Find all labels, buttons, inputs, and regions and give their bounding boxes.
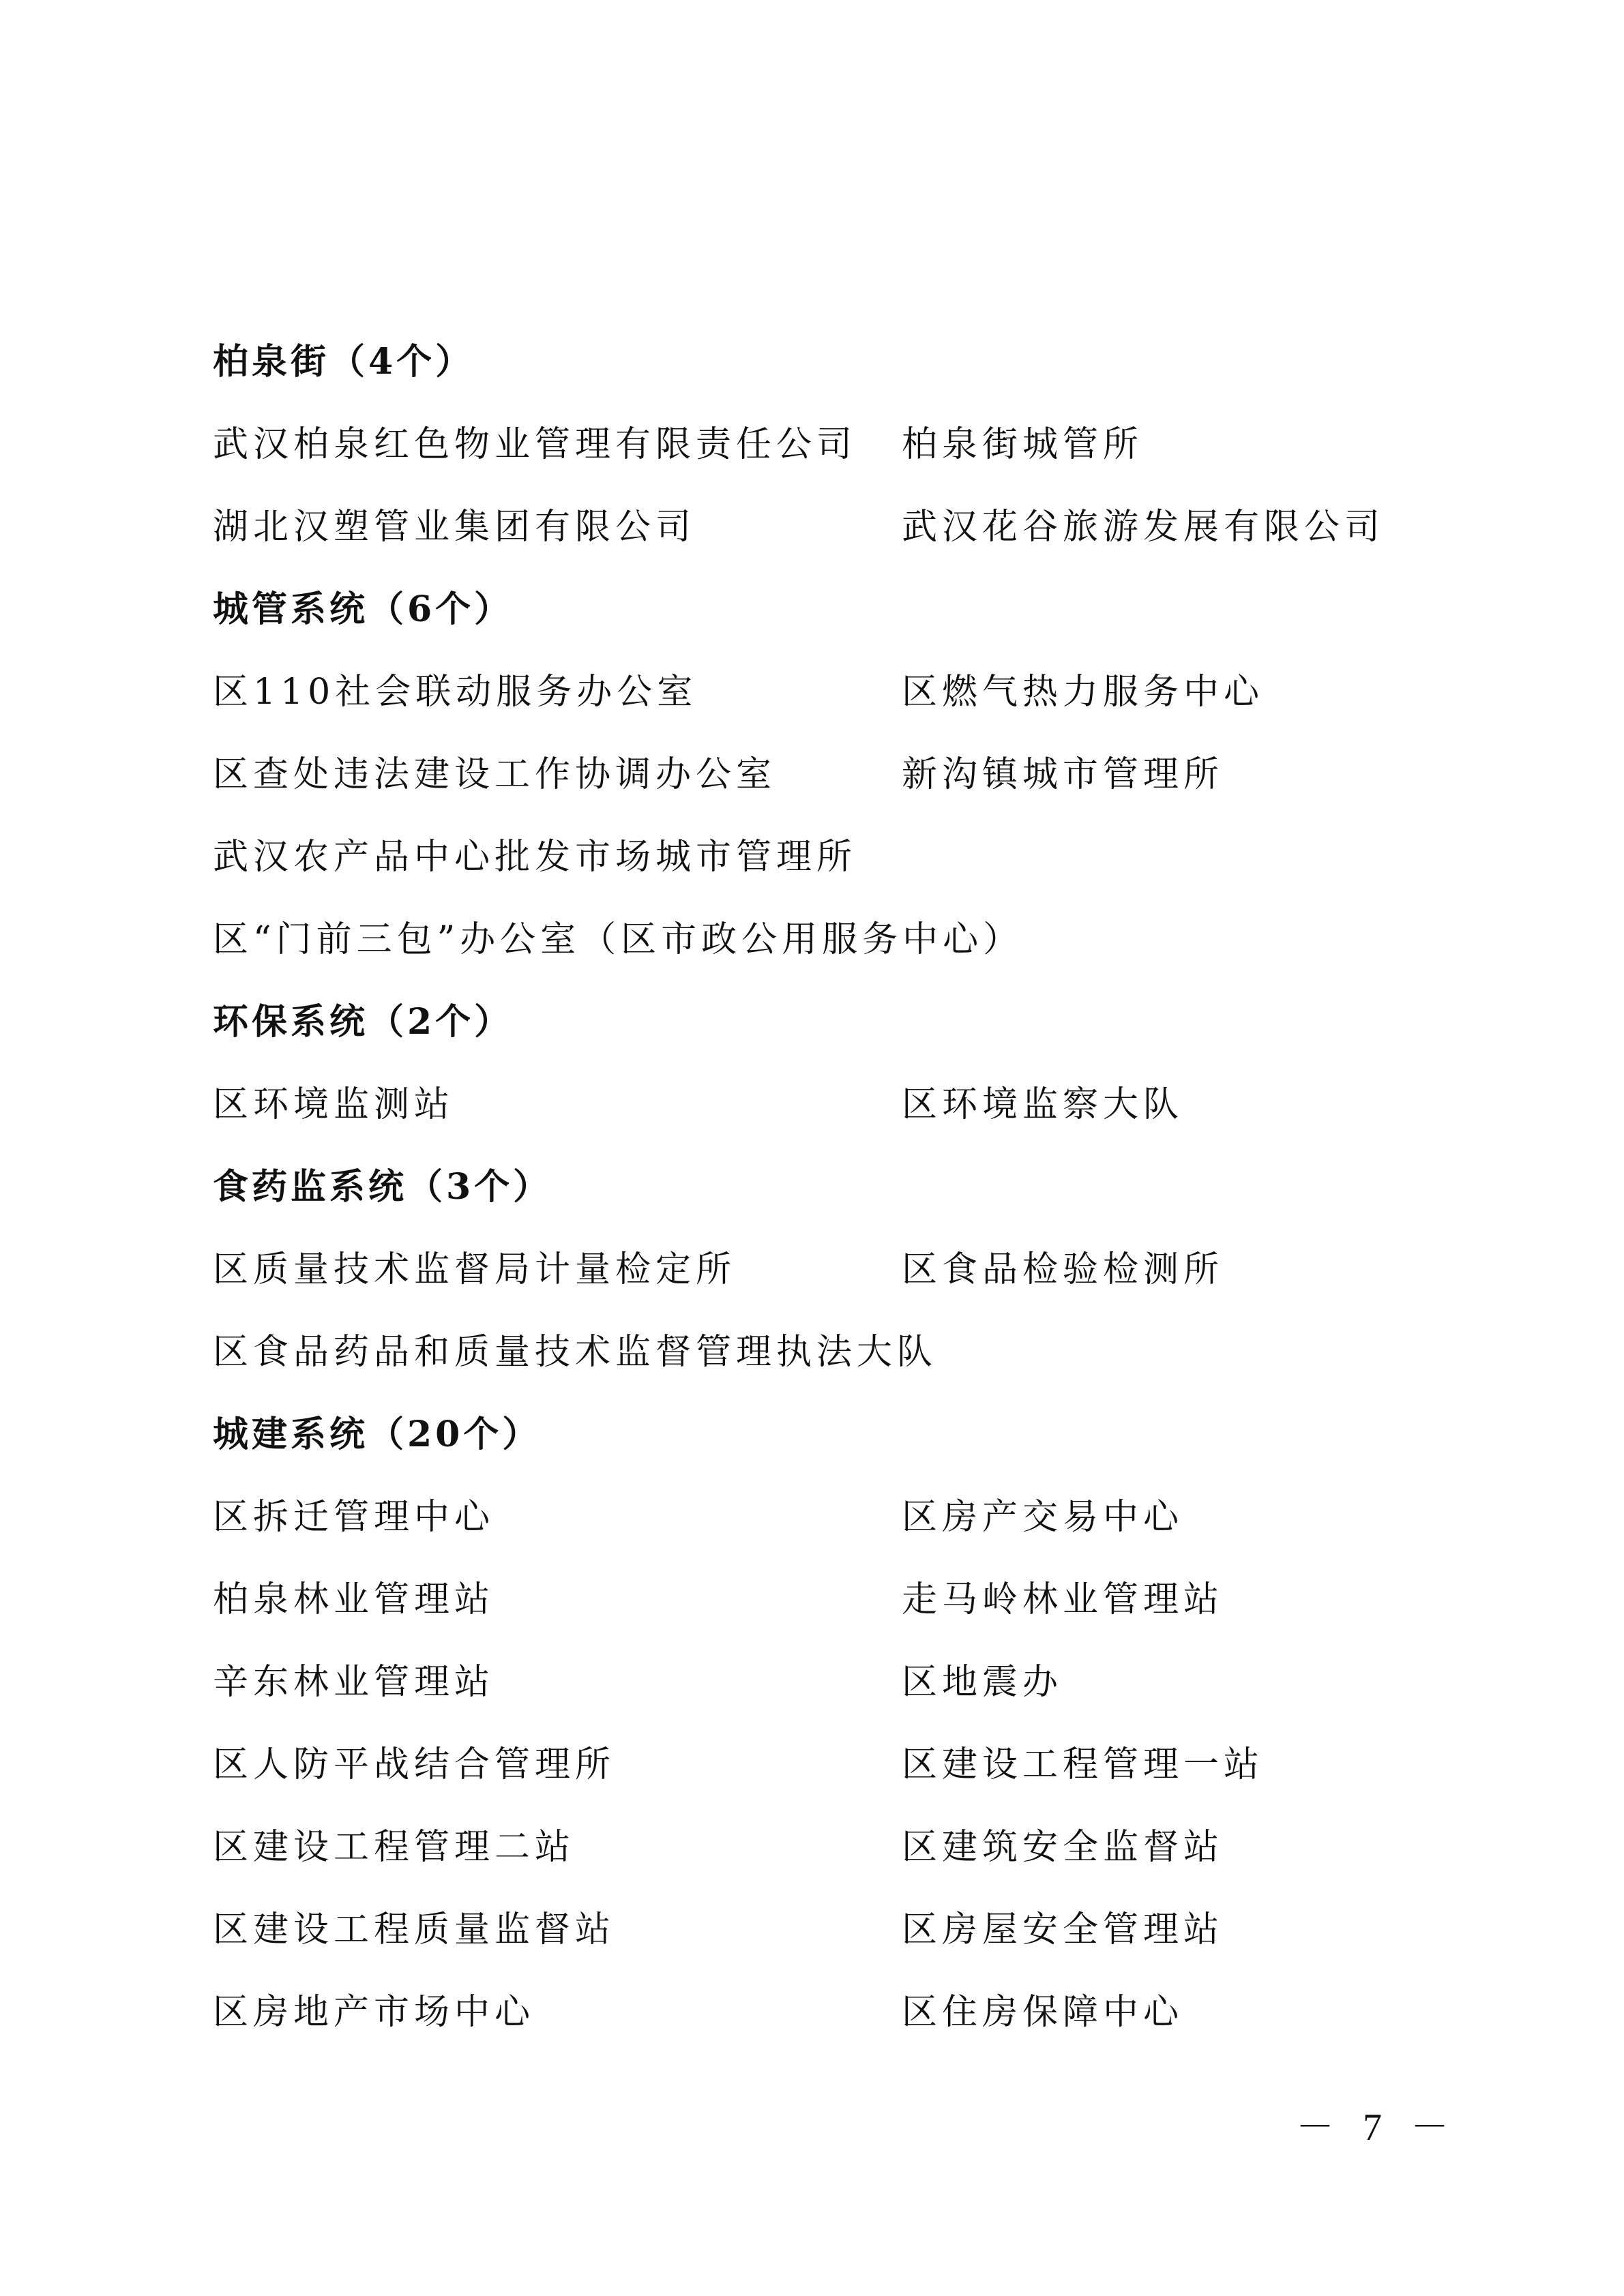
unit-name: 区房地产市场中心 xyxy=(213,1991,535,2033)
list-row xyxy=(213,1971,1441,2053)
unit-name: 区环境监察大队 xyxy=(902,1084,1184,1125)
unit-name: 区地震办 xyxy=(902,1661,1063,1703)
list-row xyxy=(213,1311,1441,1393)
list-row xyxy=(213,651,1441,733)
unit-name: 武汉农产品中心批发市场城市管理所 xyxy=(213,836,857,878)
unit-name: 区燃气热力服务中心 xyxy=(902,671,1265,713)
unit-name: 新沟镇城市管理所 xyxy=(902,754,1224,795)
unit-name: 柏泉街城管所 xyxy=(902,423,1144,465)
unit-name: 区环境监测站 xyxy=(213,1084,455,1125)
unit-name: 区房产交易中心 xyxy=(902,1496,1184,1538)
list-row xyxy=(213,1888,1441,1971)
unit-name: 区110社会联动服务办公室 xyxy=(213,671,698,713)
unit-name: 区建筑安全监督站 xyxy=(902,1826,1224,1868)
unit-name: 区房屋安全管理站 xyxy=(902,1909,1224,1950)
unit-name: 走马岭林业管理站 xyxy=(902,1579,1224,1620)
unit-name: 区建设工程管理一站 xyxy=(902,1744,1265,1785)
unit-name: 区“门前三包”办公室（区市政公用服务中心） xyxy=(213,919,1024,960)
section-heading: 柏泉街（4个） xyxy=(213,340,475,383)
unit-name: 辛东林业管理站 xyxy=(213,1661,495,1703)
unit-name: 武汉花谷旅游发展有限公司 xyxy=(902,506,1385,548)
unit-name: 区建设工程质量监督站 xyxy=(213,1909,616,1950)
list-row xyxy=(213,1228,1441,1311)
list-row xyxy=(213,1063,1441,1146)
unit-name: 武汉柏泉红色物业管理有限责任公司 xyxy=(213,423,857,465)
section-heading: 城建系统（20个） xyxy=(213,1413,542,1455)
unit-name: 区查处违法建设工作协调办公室 xyxy=(213,754,777,795)
unit-name: 区拆迁管理中心 xyxy=(213,1496,495,1538)
unit-name: 区住房保障中心 xyxy=(902,1991,1184,2033)
section-heading: 环保系统（2个） xyxy=(213,1000,514,1043)
unit-name: 区人防平战结合管理所 xyxy=(213,1744,616,1785)
list-row xyxy=(213,898,1441,981)
unit-name: 区质量技术监督局计量检定所 xyxy=(213,1249,737,1290)
list-row xyxy=(213,1806,1441,1888)
unit-name: 区食品检验检测所 xyxy=(902,1249,1224,1290)
list-row xyxy=(213,403,1441,486)
unit-name: 区建设工程管理二站 xyxy=(213,1826,576,1868)
unit-name: 区食品药品和质量技术监督管理执法大队 xyxy=(213,1331,938,1373)
document-body xyxy=(213,320,1441,2053)
list-row xyxy=(213,1558,1441,1641)
list-row xyxy=(213,1476,1441,1558)
list-row xyxy=(213,1723,1441,1806)
list-row xyxy=(213,733,1441,816)
section-heading: 城管系统（6个） xyxy=(213,588,514,630)
unit-name: 柏泉林业管理站 xyxy=(213,1579,495,1620)
list-row xyxy=(213,816,1441,898)
unit-name: 湖北汉塑管业集团有限公司 xyxy=(213,506,696,548)
section-heading: 食药监系统（3个） xyxy=(213,1165,552,1208)
list-row xyxy=(213,486,1441,568)
list-row xyxy=(213,1641,1441,1723)
page-number: － 7 － xyxy=(1296,2106,1458,2149)
